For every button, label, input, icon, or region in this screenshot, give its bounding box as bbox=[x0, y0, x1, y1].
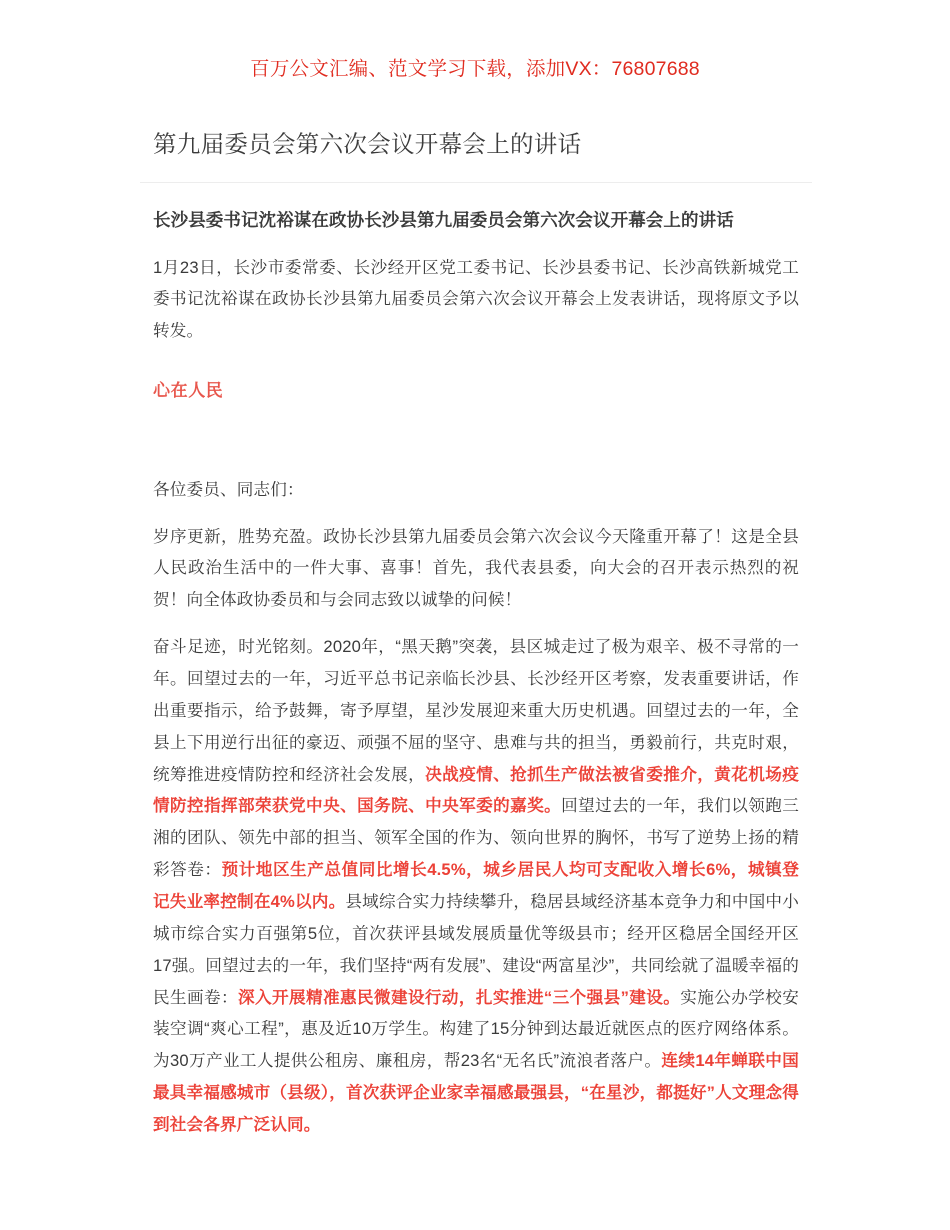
title-divider bbox=[140, 182, 812, 183]
section-heading: 心在人民 bbox=[153, 381, 224, 401]
content-spacer bbox=[153, 407, 799, 459]
paragraph-3-highlight-2: 预计地区生产总值同比增长4.5%，城乡居民人均可支配收入增长6%，城镇登记失业率控制在4%以内。 bbox=[153, 860, 799, 911]
paragraph-3-run-1: 奋斗足迹，时光铭刻。2020年，“黑天鹅”突袭，县区城走过了极为艰辛、极不寻常的一年。回望过去的一年，习近平总书记亲临长沙县、长沙经开区考察，发表重要讲话，作出重要指示，给予鼓舞，寄予厚望，星沙发展迎来重大历史机遇。回望过去的一年，全县上下用逆行出征的豪迈、顽强不屈的坚守、患难与共的担当，勇毅前行，共克时艰，统筹推进疫情防控和经济社会发展， bbox=[153, 637, 799, 784]
paragraph-3-run-2: 回望过去的一年，我们以领跑三湘的团队、领先中部的担当、领军全国的作为、领向世界的胸怀，书写了逆势上扬的精彩答卷： bbox=[153, 796, 799, 880]
paragraph-3-run-4: 实施公办学校安装空调“爽心工程”，惠及近10万学生。构建了15分钟到达最近就医点的医疗网络体系。为30万产业工人提供公租房、廉租房，帮23名“无名氏”流浪者落户。 bbox=[153, 987, 799, 1071]
paragraph-3-highlight-1: 决战疫情、抢抓生产做法被省委推介，黄花机场疫情防控指挥部荣获党中央、国务院、中央军委的嘉奖。 bbox=[153, 764, 799, 816]
promo-banner-text: 百万公文汇编、范文学习下载，添加VX：76807688 bbox=[250, 58, 700, 80]
salutation-paragraph: 各位委员、同志们： bbox=[153, 479, 304, 499]
document-subtitle: 长沙县委书记沈裕谋在政协长沙县第九届委员会第六次会议开幕会上的讲话 bbox=[153, 210, 734, 231]
document-content bbox=[140, 82, 812, 1141]
body-paragraph-2: 岁序更新，胜势充盈。政协长沙县第九届委员会第六次会议今天隆重开幕了！这是全县人民政治生活中的一件大事、喜事！首先，我代表县委，向大会的召开表示热烈的祝贺！向全体政协委员和与会同志致以诚挚的问候！ bbox=[153, 526, 799, 610]
paragraph-3-highlight-3: 深入开展精准惠民微建设行动，扎实推进“三个强县”建设。 bbox=[237, 987, 681, 1007]
page-title: 第九届委员会第六次会议开幕会上的讲话 bbox=[153, 131, 582, 158]
paragraph-3-highlight-4: 连续14年蝉联中国最具幸福感城市（县级），首次获评企业家幸福感最强县，“在星沙，都挺好”人文理念得到社会各界广泛认同。 bbox=[153, 1051, 799, 1135]
paragraph-3-run-3: 县域综合实力持续攀升，稳居县域经济基本竞争力和中国中小城市综合实力百强第5位，首次获评县域发展质量优等级县市；经开区稳居全国经开区17强。回望过去的一年，我们坚持“两有发展”、建设“两富星沙”，共同绘就了温暖幸福的民生画卷： bbox=[153, 892, 799, 1007]
body-paragraph-3 bbox=[153, 631, 799, 1141]
document-body bbox=[140, 205, 799, 1141]
lead-paragraph: 1月23日，长沙市委常委、长沙经开区党工委书记、长沙县委书记、长沙高铁新城党工委书记沈裕谋在政协长沙县第九届委员会第六次会议开幕会上发表讲话，现将原文予以转发。 bbox=[153, 257, 799, 341]
promo-banner bbox=[0, 0, 950, 82]
